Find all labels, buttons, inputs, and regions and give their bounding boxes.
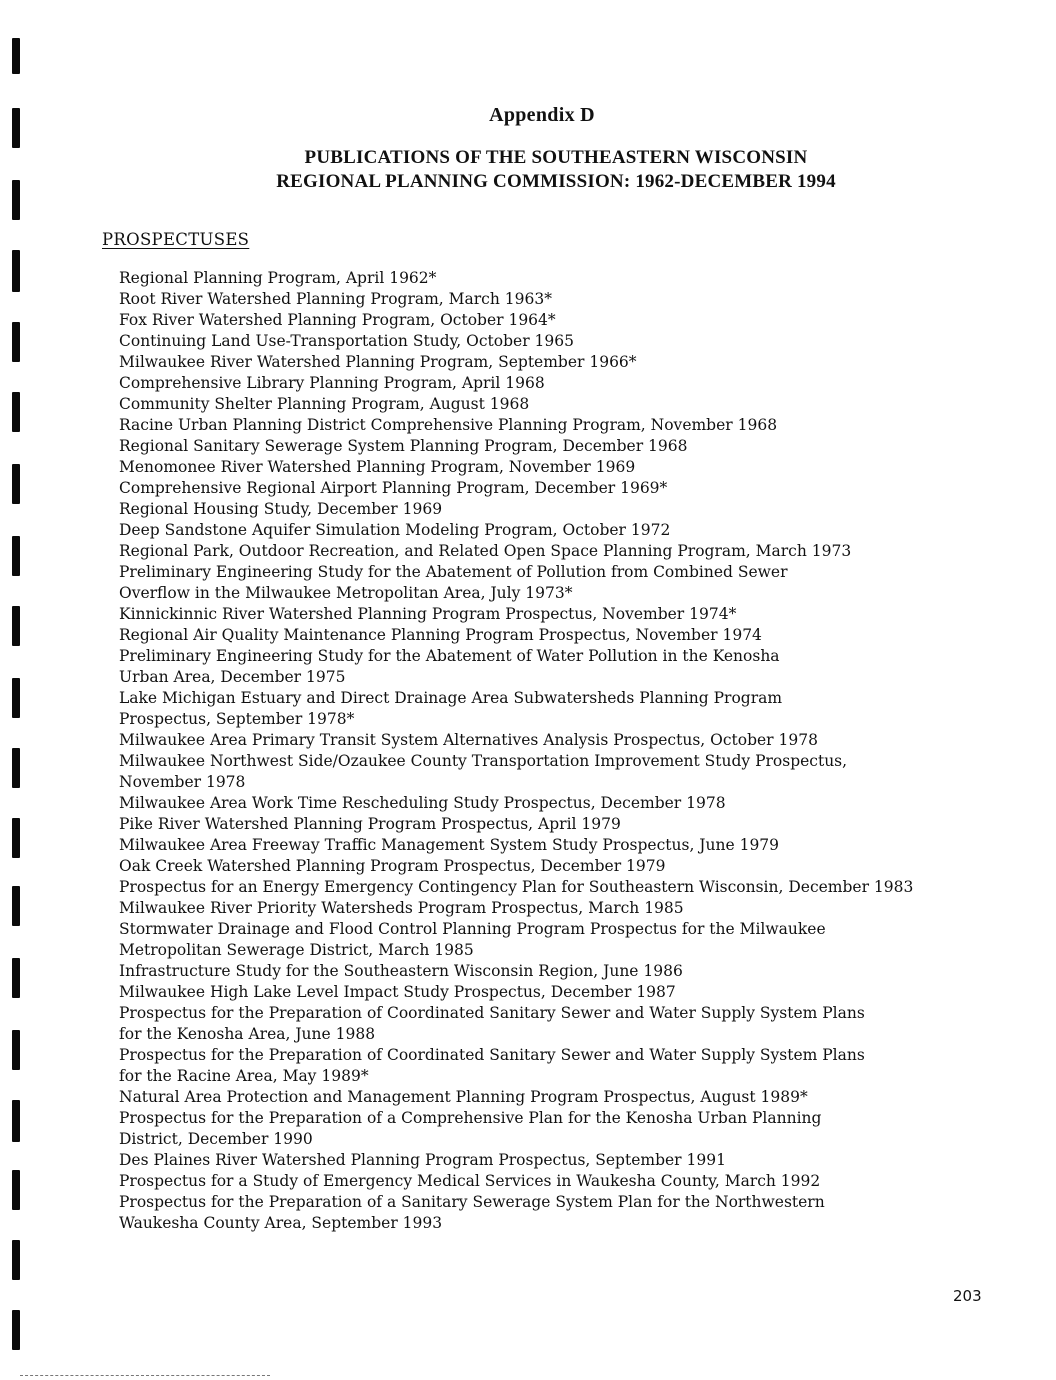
binding-mark	[12, 606, 20, 646]
entry-line: Milwaukee River Priority Watersheds Program Prospectus, March 1985	[119, 899, 684, 917]
entry-line-continued: Waukesha County Area, September 1993	[119, 1214, 443, 1232]
entry-line: Lake Michigan Estuary and Direct Drainage Area Subwatersheds Planning Program	[119, 689, 783, 707]
list-item	[119, 1171, 1019, 1192]
list-item	[119, 310, 1019, 331]
entry-line-continued: November 1978	[119, 773, 246, 791]
binding-mark	[12, 1170, 20, 1210]
binding-mark	[12, 818, 20, 858]
entry-line: Deep Sandstone Aquifer Simulation Modeling Program, October 1972	[119, 521, 671, 539]
entry-line: Menomonee River Watershed Planning Program, November 1969	[119, 458, 636, 476]
list-item	[119, 919, 1019, 961]
publication-list	[119, 268, 1019, 1234]
page-title	[0, 146, 1056, 194]
list-item	[119, 793, 1019, 814]
entry-line: Des Plaines River Watershed Planning Program Prospectus, September 1991	[119, 1151, 726, 1169]
entry-line: Prospectus for the Preparation of Coordinated Sanitary Sewer and Water Supply System Plans	[119, 1046, 865, 1064]
entry-line: Preliminary Engineering Study for the Abatement of Water Pollution in the Kenosha	[119, 647, 780, 665]
section-heading: PROSPECTUSES	[102, 230, 250, 249]
entry-line-continued: Urban Area, December 1975	[119, 668, 346, 686]
binding-mark	[12, 392, 20, 432]
binding-mark	[12, 322, 20, 362]
list-item	[119, 730, 1019, 751]
entry-line: Regional Housing Study, December 1969	[119, 500, 443, 518]
list-item	[119, 520, 1019, 541]
binding-mark	[12, 1310, 20, 1350]
entry-line: Pike River Watershed Planning Program Prospectus, April 1979	[119, 815, 621, 833]
entry-line: Regional Sanitary Sewerage System Planning Program, December 1968	[119, 437, 688, 455]
entry-line: Milwaukee Area Primary Transit System Alternatives Analysis Prospectus, October 1978	[119, 731, 818, 749]
list-item	[119, 1045, 1019, 1087]
entry-line: Fox River Watershed Planning Program, October 1964*	[119, 311, 556, 329]
list-item	[119, 394, 1019, 415]
entry-line: Comprehensive Regional Airport Planning Program, December 1969*	[119, 479, 668, 497]
list-item	[119, 289, 1019, 310]
list-item	[119, 835, 1019, 856]
entry-line: Milwaukee Area Freeway Traffic Management System Study Prospectus, June 1979	[119, 836, 780, 854]
list-item	[119, 562, 1019, 604]
entry-line: Comprehensive Library Planning Program, April 1968	[119, 374, 545, 392]
entry-line: Racine Urban Planning District Comprehensive Planning Program, November 1968	[119, 416, 778, 434]
entry-line: Prospectus for a Study of Emergency Medical Services in Waukesha County, March 1992	[119, 1172, 821, 1190]
entry-line-continued: Metropolitan Sewerage District, March 1985	[119, 941, 474, 959]
entry-line: Continuing Land Use-Transportation Study, October 1965	[119, 332, 574, 350]
binding-mark	[12, 536, 20, 576]
entry-line: Milwaukee River Watershed Planning Program, September 1966*	[119, 353, 637, 371]
list-item	[119, 814, 1019, 835]
binding-mark	[12, 464, 20, 504]
binding-mark	[12, 748, 20, 788]
entry-line: Regional Park, Outdoor Recreation, and Related Open Space Planning Program, March 1973	[119, 542, 852, 560]
title-line: REGIONAL PLANNING COMMISSION: 1962-DECEMBER 1994	[276, 171, 836, 192]
entry-line-continued: Overflow in the Milwaukee Metropolitan Area, July 1973*	[119, 584, 573, 602]
list-item	[119, 646, 1019, 688]
list-item	[119, 478, 1019, 499]
list-item	[119, 436, 1019, 457]
list-item	[119, 1003, 1019, 1045]
list-item	[119, 982, 1019, 1003]
list-item	[119, 457, 1019, 478]
list-item	[119, 331, 1019, 352]
bottom-rule	[20, 1375, 270, 1377]
list-item	[119, 1087, 1019, 1108]
list-item	[119, 604, 1019, 625]
entry-line: Milwaukee Northwest Side/Ozaukee County Transportation Improvement Study Prospectus,	[119, 752, 848, 770]
entry-line-continued: for the Kenosha Area, June 1988	[119, 1025, 376, 1043]
list-item	[119, 268, 1019, 289]
entry-line: Prospectus for an Energy Emergency Contingency Plan for Southeastern Wisconsin, December 1983	[119, 878, 914, 896]
entry-line: Kinnickinnic River Watershed Planning Program Prospectus, November 1974*	[119, 605, 737, 623]
entry-line: Prospectus for the Preparation of Coordinated Sanitary Sewer and Water Supply System Plans	[119, 1004, 865, 1022]
list-item	[119, 751, 1019, 793]
entry-line-continued: for the Racine Area, May 1989*	[119, 1067, 369, 1085]
entry-line: Preliminary Engineering Study for the Abatement of Pollution from Combined Sewer	[119, 563, 788, 581]
entry-line-continued: District, December 1990	[119, 1130, 313, 1148]
list-item	[119, 1192, 1019, 1234]
list-item	[119, 352, 1019, 373]
list-item	[119, 856, 1019, 877]
list-item	[119, 415, 1019, 436]
binding-mark	[12, 38, 20, 74]
entry-line: Regional Planning Program, April 1962*	[119, 269, 437, 287]
entry-line: Stormwater Drainage and Flood Control Planning Program Prospectus for the Milwaukee	[119, 920, 826, 938]
entry-line: Milwaukee High Lake Level Impact Study Prospectus, December 1987	[119, 983, 676, 1001]
list-item	[119, 688, 1019, 730]
entry-line: Community Shelter Planning Program, August 1968	[119, 395, 530, 413]
entry-line: Prospectus for the Preparation of a Comprehensive Plan for the Kenosha Urban Planning	[119, 1109, 822, 1127]
list-item	[119, 541, 1019, 562]
binding-marks	[0, 0, 40, 1380]
list-item	[119, 373, 1019, 394]
entry-line: Prospectus for the Preparation of a Sanitary Sewerage System Plan for the Northwestern	[119, 1193, 825, 1211]
binding-mark	[12, 1100, 20, 1142]
appendix-label: Appendix D	[489, 104, 595, 126]
binding-mark	[12, 886, 20, 926]
title-line: PUBLICATIONS OF THE SOUTHEASTERN WISCONSIN	[304, 147, 808, 168]
binding-mark	[12, 1240, 20, 1280]
entry-line-continued: Prospectus, September 1978*	[119, 710, 355, 728]
entry-line: Milwaukee Area Work Time Rescheduling Study Prospectus, December 1978	[119, 794, 726, 812]
binding-mark	[12, 678, 20, 718]
list-item	[119, 1150, 1019, 1171]
page-number: 203	[953, 1287, 982, 1305]
list-item	[119, 898, 1019, 919]
list-item	[119, 1108, 1019, 1150]
list-item	[119, 877, 1019, 898]
entry-line: Natural Area Protection and Management Planning Program Prospectus, August 1989*	[119, 1088, 808, 1106]
entry-line: Regional Air Quality Maintenance Planning Program Prospectus, November 1974	[119, 626, 762, 644]
binding-mark	[12, 1030, 20, 1070]
entry-line: Oak Creek Watershed Planning Program Prospectus, December 1979	[119, 857, 666, 875]
binding-mark	[12, 250, 20, 292]
list-item	[119, 961, 1019, 982]
entry-line: Infrastructure Study for the Southeastern Wisconsin Region, June 1986	[119, 962, 683, 980]
list-item	[119, 625, 1019, 646]
list-item	[119, 499, 1019, 520]
binding-mark	[12, 958, 20, 998]
entry-line: Root River Watershed Planning Program, March 1963*	[119, 290, 552, 308]
